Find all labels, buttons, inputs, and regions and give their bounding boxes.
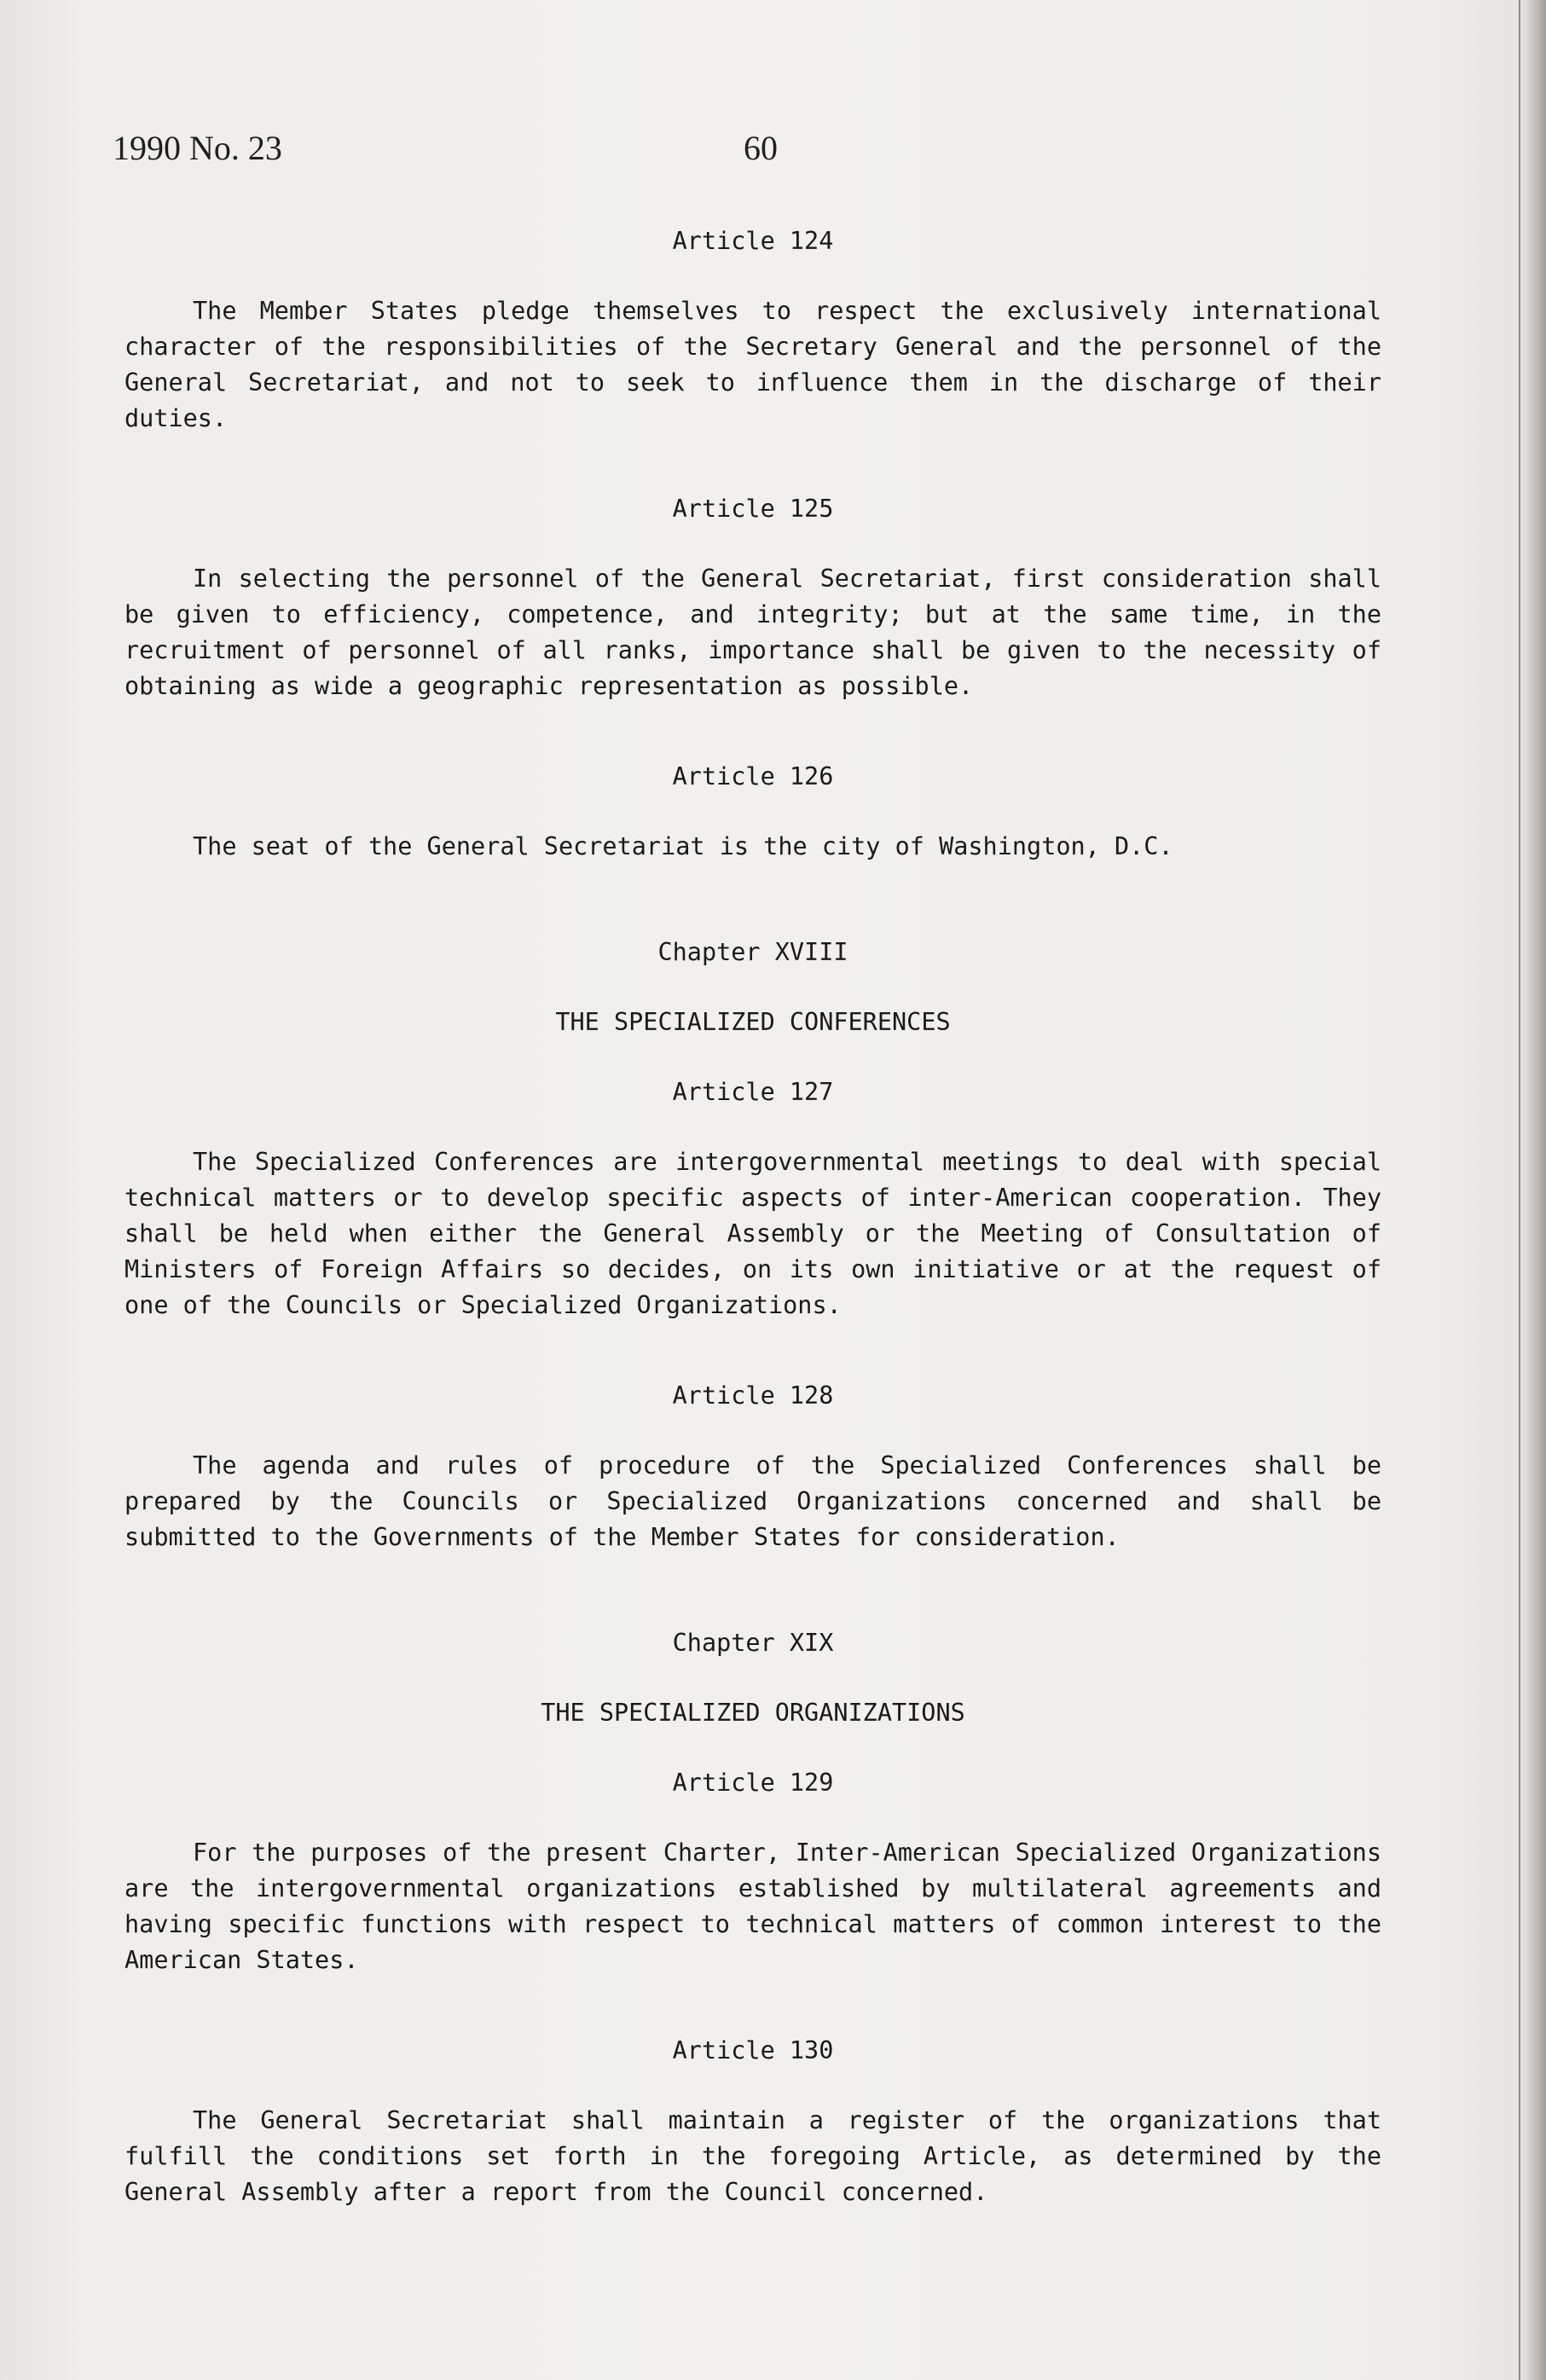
article-126-heading: Article 126: [672, 762, 834, 790]
article-129-text: For the purposes of the present Charter, Inter-American Specialized Organizations are the intergovernmental organizations established by multilateral agreements and having specific functions with respect to technical matters of common interest to the American States.: [124, 1839, 1381, 1974]
chapter-19-title: THE SPECIALIZED ORGANIZATIONS: [541, 1699, 965, 1727]
article-128-text: The agenda and rules of procedure of the Specialized Conferences shall be prepared by the Councils or Specialized Organizations concerned and shall be submitted to the Governments of the Member States for consideration.: [124, 1451, 1381, 1551]
article-130-heading: Article 130: [672, 2036, 834, 2064]
article-125-text: In selecting the personnel of the General Secretariat, first consideration shall be given to efficiency, competence, and integrity; but at the same time, in the recruitment of personnel of all ranks, importance shall be given to the necessity of obtaining as wide a geographic representation as possible.: [124, 565, 1381, 700]
article-127-heading: Article 127: [672, 1078, 834, 1106]
article-130-text: The General Secretariat shall maintain a register of the organizations that fulfill the conditions set forth in the foregoing Article, as determined by the General Assembly after a report from the Council concerned.: [124, 2106, 1381, 2206]
page-edge-line: [1519, 0, 1520, 2380]
chapter-18-number: Chapter XVIII: [657, 938, 848, 966]
running-head: 1990 No. 23: [113, 129, 282, 167]
article-125-heading: Article 125: [672, 495, 834, 523]
chapter-19-number: Chapter XIX: [672, 1629, 834, 1657]
article-124-heading: Article 124: [672, 227, 834, 255]
article-124-text: The Member States pledge themselves to respect the exclusively international character of the responsibilities of the Secretary General and the personnel of the General Secretariat, and not to seek to influence them in the discharge of their duties.: [124, 297, 1381, 432]
article-128-heading: Article 128: [672, 1381, 834, 1410]
page-number: 60: [744, 129, 778, 167]
page-body: [124, 223, 1381, 2210]
chapter-18-title: THE SPECIALIZED CONFERENCES: [555, 1008, 951, 1036]
article-126-text: The seat of the General Secretariat is the city of Washington, D.C.: [193, 832, 1173, 860]
article-129-heading: Article 129: [672, 1769, 834, 1797]
article-127-text: The Specialized Conferences are intergovernmental meetings to deal with special technical matters or to develop specific aspects of inter-American cooperation. They shall be held when either the General Assembly or the Meeting of Consultation of Ministers of Foreign Affairs so decides, on its own initiative or at the request of one of the Councils or Specialized Organizations.: [124, 1148, 1381, 1319]
